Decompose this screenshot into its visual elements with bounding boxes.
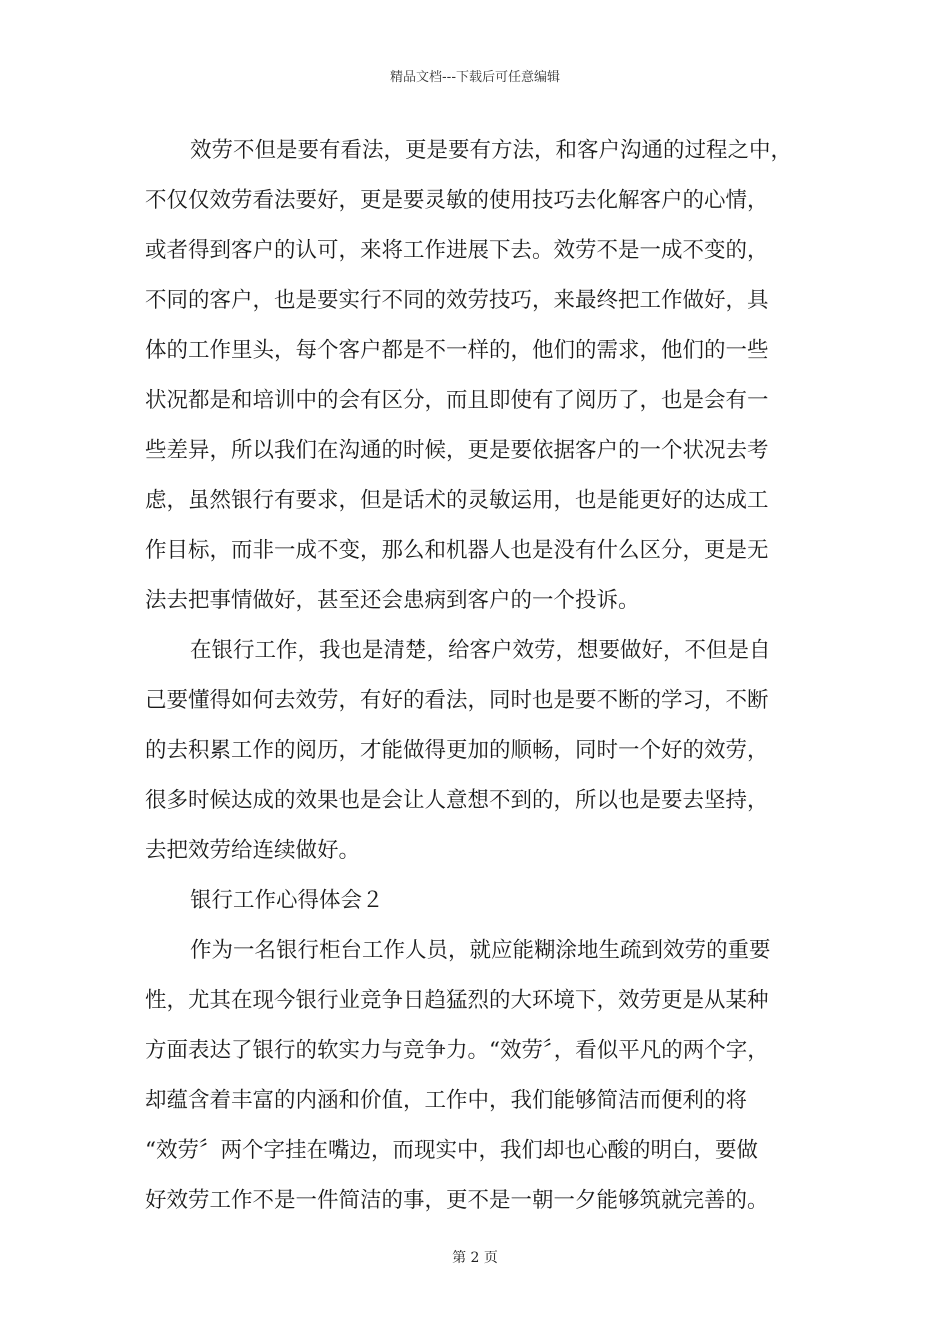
text-line: 的去积累工作的阅历，才能做得更加的顺畅，同时一个好的效劳， [145, 738, 769, 763]
page-number: 第 2 页 [452, 1250, 498, 1266]
text-line: 己要懂得如何去效劳，有好的看法，同时也是要不断的学习，不断 [145, 688, 769, 713]
text-line: 很多时候达成的效果也是会让人意想不到的，所以也是要去坚持， [145, 788, 769, 813]
page-header: 精品文档---下载后可任意编辑 [389, 70, 561, 85]
text-line: 不仅仅效劳看法要好，更是要灵敏的使用技巧去化解客户的心情， [145, 188, 769, 213]
text-line: 或者得到客户的认可，来将工作进展下去。效劳不是一成不变的， [145, 238, 769, 263]
document-body [145, 126, 817, 1226]
text-line: “效劳〞两个字挂在嘴边，而现实中，我们却也心酸的明白，要做 [145, 1138, 758, 1163]
text-line: 作为一名银行柜台工作人员，就应能糊涂地生疏到效劳的重要 [190, 938, 771, 963]
text-line: 法去把事情做好，甚至还会患病到客户的一个投诉。 [145, 588, 640, 613]
text-line: 体的工作里头，每个客户都是不一样的，他们的需求，他们的一些 [145, 338, 769, 363]
text-line: 状况都是和培训中的会有区分，而且即使有了阅历了，也是会有一 [145, 388, 769, 413]
text-line: 些差异，所以我们在沟通的时候，更是要依据客户的一个状况去考 [145, 438, 769, 463]
text-line: 却蕴含着丰富的内涵和价值，工作中，我们能够简洁而便利的将 [145, 1088, 748, 1113]
text-line: 不同的客户，也是要实行不同的效劳技巧，来最终把工作做好，具 [145, 288, 769, 313]
text-line: 去把效劳给连续做好。 [145, 838, 361, 863]
text-line: 方面表达了银行的软实力与竞争力。“效劳〞，看似平凡的两个字， [145, 1038, 769, 1063]
section-heading: 银行工作心得体会２ [190, 888, 384, 913]
text-line: 在银行工作，我也是清楚，给客户效劳，想要做好，不但是自 [190, 638, 771, 663]
text-line: 虑，虽然银行有要求，但是话术的灵敏运用，也是能更好的达成工 [145, 488, 769, 513]
text-line: 好效劳工作不是一件简洁的事，更不是一朝一夕能够筑就完善的。 [145, 1188, 769, 1213]
text-line: 作目标，而非一成不变，那么和机器人也是没有什么区分，更是无 [145, 538, 769, 563]
text-line: 效劳不但是要有看法，更是要有方法，和客户沟通的过程之中， [190, 138, 793, 163]
text-line: 性，尤其在现今银行业竞争日趋猛烈的大环境下，效劳更是从某种 [145, 988, 769, 1013]
